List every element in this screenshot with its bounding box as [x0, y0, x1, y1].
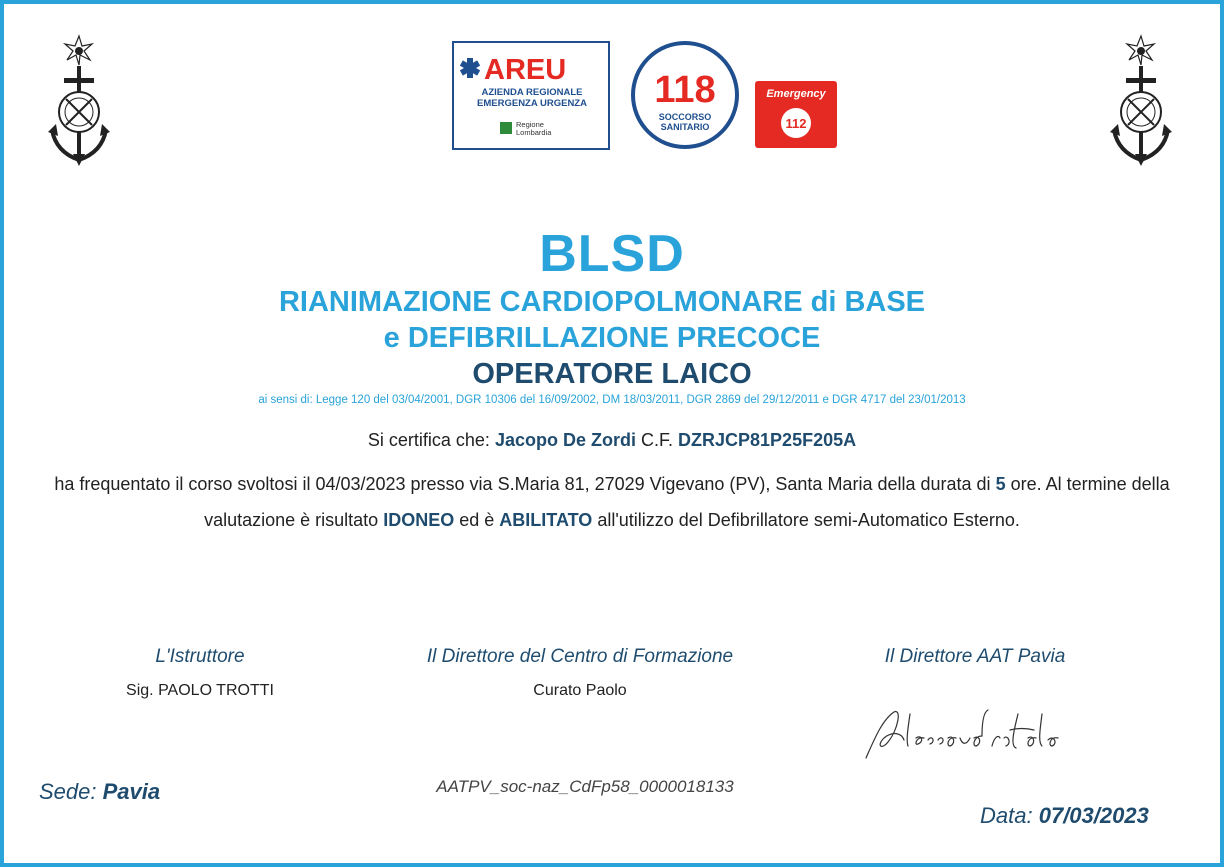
qualification-status: ABILITATO — [499, 510, 593, 530]
result-status: IDONEO — [383, 510, 455, 530]
sede-label: Sede: — [39, 779, 97, 804]
signatory-role-training-director: Il Direttore del Centro di Formazione — [426, 646, 734, 667]
logo-118-number: 118 — [654, 69, 716, 111]
date-value: 07/03/2023 — [1038, 803, 1149, 828]
anchor-emblem-icon — [46, 34, 112, 166]
logo-118-soccorso: SOCCORSO — [658, 112, 712, 122]
legal-basis: ai sensi di: Legge 120 del 03/04/2001, DGR 10306 del 16/09/2002, DM 18/03/2011, DGR 2869 del 29/12/2011 e DGR 4717 del 23/01/2013 — [258, 394, 966, 406]
certification-line — [0, 430, 1224, 451]
certificate-code: AATPV_soc-naz_CdFp58_0000018133 — [436, 777, 734, 796]
emergency-112-logo — [755, 81, 837, 148]
emergency-112-number: 112 — [785, 116, 807, 131]
anchor-emblem-icon — [1108, 34, 1174, 166]
body-part-1: ha frequentato il corso svoltosi il 04/03/2023 presso via S.Maria 81, 27029 Vigevano (PV), Santa Maria della durata di — [54, 474, 991, 494]
regione-line-2: Lombardia — [516, 128, 552, 137]
signatory-name-instructor: Sig. PAOLO TROTTI — [126, 682, 274, 699]
signatory-role-aat-director: Il Direttore AAT Pavia — [884, 646, 1066, 667]
body-part-3: ed è — [459, 510, 495, 530]
areu-mark: AREU — [484, 54, 567, 86]
person-name: Jacopo De Zordi — [494, 430, 636, 450]
logo-118-sanitario: SANITARIO — [660, 122, 710, 132]
handwritten-signature — [858, 690, 1068, 770]
cf-value: DZRJCP81P25F205A — [678, 430, 857, 450]
soccorso-118-logo — [630, 40, 740, 150]
regione-line-1: Regione — [516, 120, 544, 129]
certificate-subtitle-3: OPERATORE LAICO — [472, 358, 752, 390]
certificate-date — [980, 803, 1149, 829]
course-hours: 5 — [995, 474, 1006, 494]
signatory-name-training-director: Curato Paolo — [533, 682, 627, 699]
regione-lombardia-icon — [500, 122, 512, 134]
cert-prefix: Si certifica che: — [367, 430, 490, 450]
areu-logo — [452, 41, 610, 150]
certificate-subtitle-1: RIANIMAZIONE CARDIOPOLMONARE di BASE — [278, 286, 926, 318]
date-label: Data: — [980, 803, 1033, 828]
body-part-4: all'utilizzo del Defibrillatore semi-Automatico Esterno. — [597, 510, 1020, 530]
areu-line-1: AZIENDA REGIONALE — [481, 87, 583, 98]
body-part-2: ore. Al termine della valutazione è risultato — [204, 474, 1170, 530]
certificate-body — [40, 466, 1184, 538]
emergency-label: Emergency — [766, 88, 826, 100]
areu-logo-graphic — [454, 43, 608, 148]
areu-line-2: EMERGENZA URGENZA — [477, 98, 587, 109]
certificate-title: BLSD — [539, 225, 685, 283]
certificate-subtitle-2: e DEFIBRILLAZIONE PRECOCE — [383, 322, 821, 354]
emergency-112-graphic — [755, 81, 837, 148]
signatory-role-instructor: L'Istruttore — [155, 646, 245, 667]
sede-value: Pavia — [102, 779, 161, 804]
cf-label: C.F. — [640, 430, 673, 450]
sede — [39, 779, 160, 805]
